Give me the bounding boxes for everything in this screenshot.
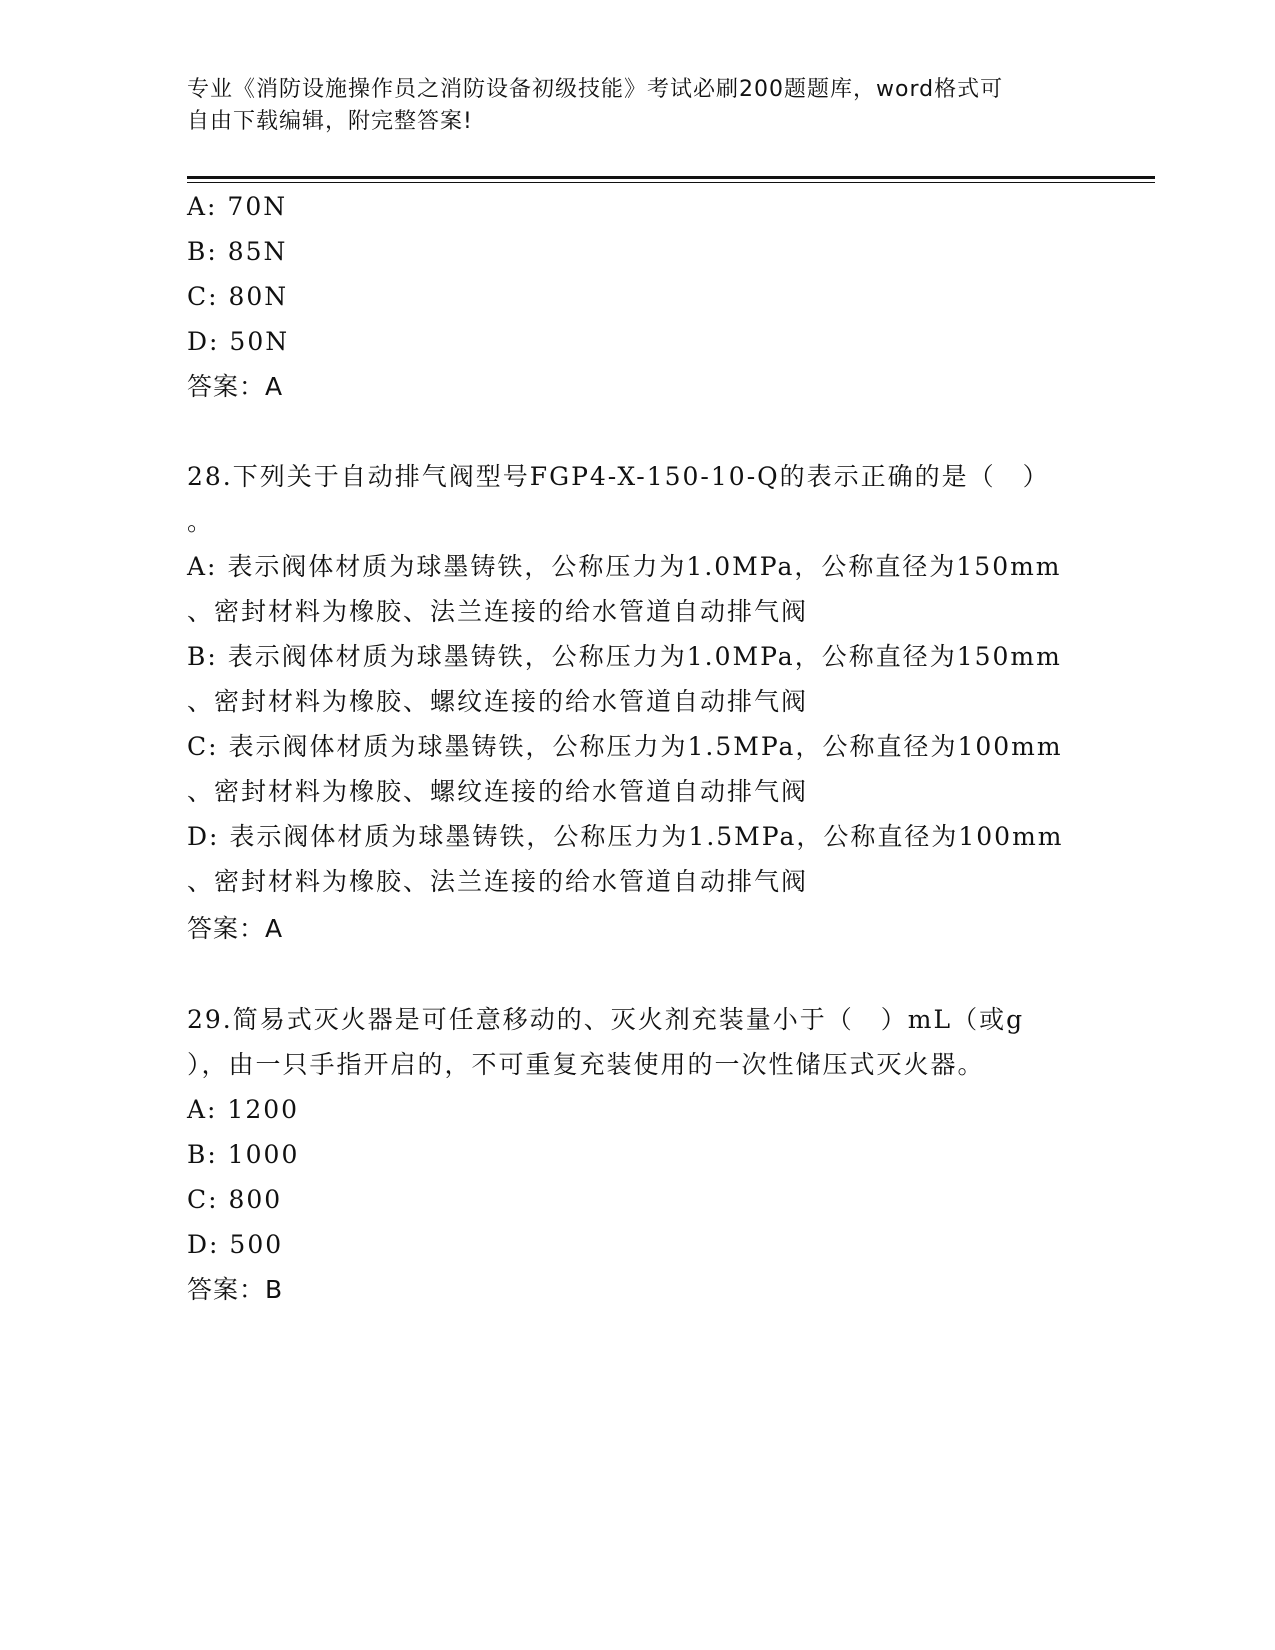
q27-answer: 答案：A (187, 372, 284, 401)
header-line-2: 自由下载编辑，附完整答案! (187, 109, 473, 134)
q28-option-a-line-2: 、密封材料为橡胶、法兰连接的给水管道自动排气阀 (187, 597, 809, 626)
q29-answer: 答案：B (187, 1275, 284, 1304)
q29-stem-line-2: ），由一只手指开启的，不可重复充装使用的一次性储压式灭火器。 (187, 1050, 985, 1079)
q28-stem-line-2: 。 (187, 507, 215, 536)
q28-option-c-line-2: 、密封材料为橡胶、螺纹连接的给水管道自动排气阀 (187, 777, 809, 806)
q29-option-a: A: 1200 (187, 1095, 300, 1124)
header-rule-thin (187, 182, 1155, 183)
q28-option-c-line-1: C: 表示阀体材质为球墨铸铁，公称压力为1.5MPa，公称直径为100mm (187, 732, 1063, 761)
header-rule-thick (187, 176, 1155, 179)
q27-option-c: C: 80N (187, 282, 289, 311)
q28-option-b-line-2: 、密封材料为橡胶、螺纹连接的给水管道自动排气阀 (187, 687, 809, 716)
q29-option-d: D: 500 (187, 1230, 284, 1259)
q29-option-b: B: 1000 (187, 1140, 300, 1169)
q28-stem-line-1: 28.下列关于自动排气阀型号FGP4-X-150-10-Q的表示正确的是（ ） (187, 462, 1050, 491)
q28-option-d-line-2: 、密封材料为橡胶、法兰连接的给水管道自动排气阀 (187, 867, 809, 896)
q28-answer: 答案：A (187, 914, 284, 943)
q27-option-b: B: 85N (187, 237, 288, 266)
q27-option-a: A: 70N (187, 192, 288, 221)
q27-option-d: D: 50N (187, 327, 290, 356)
header-line-1: 专业《消防设施操作员之消防设备初级技能》考试必刷200题题库，word格式可 (187, 77, 1004, 102)
q29-option-c: C: 800 (187, 1185, 283, 1214)
q28-option-a-line-1: A: 表示阀体材质为球墨铸铁，公称压力为1.0MPa，公称直径为150mm (187, 552, 1062, 581)
q29-stem-line-1: 29.简易式灭火器是可任意移动的、灭火剂充装量小于（ ）mL（或g (187, 1005, 1025, 1034)
q28-option-b-line-1: B: 表示阀体材质为球墨铸铁，公称压力为1.0MPa，公称直径为150mm (187, 642, 1062, 671)
document-header (187, 74, 1067, 138)
q28-option-d-line-1: D: 表示阀体材质为球墨铸铁，公称压力为1.5MPa，公称直径为100mm (187, 822, 1064, 851)
